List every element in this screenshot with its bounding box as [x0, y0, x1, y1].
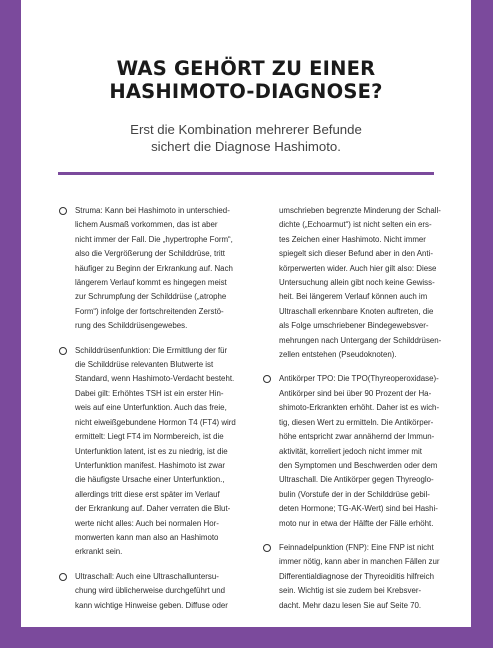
text-line: zur Schrumpfung der Schilddrüse („atrophe: [75, 292, 227, 302]
list-item: [59, 570, 247, 613]
text-line: heit. Bei längerem Verlauf können auch im: [279, 292, 428, 302]
text-line: als Folge umschriebener Bindegewebsver-: [279, 321, 429, 331]
text-line: den Symptomen und Beschwerden oder dem: [279, 460, 438, 470]
text-line: höhe entspricht zwar annähernd der Immun-: [279, 432, 435, 442]
text-line: häufiger zu Beginn der Erkrankung auf. Nach: [75, 263, 233, 273]
bullet-circle-icon: [59, 573, 67, 581]
text-line: tig, diesen Wert zu ermitteln. Die Antikörper-: [279, 417, 434, 427]
text-line: werte nicht alles: Auch bei normalen Hor-: [75, 518, 219, 528]
text-line: weis auf eine Unterfunktion. Auch das freie,: [75, 403, 227, 413]
bullet-circle-icon: [59, 207, 67, 215]
text-line: Schilddrüsenfunktion: Die Ermittlung der für: [75, 345, 228, 355]
list-item: [263, 541, 451, 613]
page-title: [21, 57, 471, 103]
document-page: [21, 0, 471, 627]
text-line: tes Zeichen einer Hashimoto. Nicht immer: [279, 234, 426, 244]
text-line: Standard, wenn Hashimoto-Verdacht besteht.: [75, 374, 235, 384]
text-line: Ultraschall. Die Antikörper gegen Thyreoglo-: [279, 475, 434, 485]
text-line: shimoto-Erkrankten erhöht. Daher ist es wich-: [279, 403, 440, 413]
text-line: chung wird üblicherweise durchgeführt und: [75, 586, 226, 596]
divider-rule: [58, 172, 434, 175]
text-line: rung des Schilddrüsengewebes.: [75, 321, 188, 331]
left-column: [59, 204, 247, 623]
text-line: Differentialdiagnose der Thyreoiditis hilfreich: [279, 571, 434, 581]
text-line: mehrungen nach Untergang der Schilddrüsen-: [279, 335, 442, 345]
title-line-1: WAS GEHÖRT ZU EINER: [116, 57, 376, 80]
right-column: [263, 204, 451, 623]
text-line: monwerten kann man also an Hashimoto: [75, 532, 219, 542]
bullet-circle-icon: [263, 375, 271, 383]
text-line: lichem Ausmaß vorkommen, das ist aber: [75, 220, 218, 230]
subtitle-line-2: sichert die Diagnose Hashimoto.: [151, 139, 341, 154]
text-line: umschrieben begrenzte Minderung der Schall-: [279, 206, 441, 215]
subtitle-line-1: Erst die Kombination mehrerer Befunde: [130, 122, 362, 137]
text-line: also die Vergrößerung der Schilddrüse, tritt: [75, 249, 225, 259]
text-line: Antikörper TPO: Die TPO(Thyreoperoxidase)-: [279, 374, 439, 384]
text-line: längerem Verlauf kommt es hingegen meist: [75, 278, 227, 288]
text-line: Ultraschall: Auch eine Ultraschalluntersu-: [75, 571, 219, 581]
text-line: Feinnadelpunktion (FNP): Eine FNP ist nicht: [279, 542, 434, 552]
text-line: ermittelt: Liegt FT4 im Normbereich, ist die: [75, 432, 224, 442]
text-line: Struma: Kann bei Hashimoto in unterschied-: [75, 206, 230, 215]
text-line: immer nötig, kann aber in manchen Fällen zur: [279, 557, 440, 567]
text-line: dacht. Mehr dazu lesen Sie auf Seite 70.: [279, 600, 422, 610]
text-line: nicht immer der Fall. Die „hypertrophe Form“,: [75, 234, 233, 244]
text-line: nicht eiweißgebundene Hormon T4 (FT4) wird: [75, 417, 236, 427]
text-line: Dabei gilt: Erhöhtes TSH ist ein erster Hin-: [75, 388, 224, 398]
text-line: Unterfunktion latent, ist es zu niedrig, ist die: [75, 446, 228, 456]
page-subtitle: [21, 121, 471, 155]
text-line: spiegelt sich dieser Befund aber in den Anti-: [279, 249, 433, 259]
text-line: zellen entstehen (Pseudoknoten).: [279, 350, 397, 360]
text-line: bulin (Vorstufe der in der Schilddrüse gebil-: [279, 489, 430, 499]
list-item: [263, 372, 451, 530]
text-line: Unterfunktion manifest. Hashimoto ist zwar: [75, 460, 225, 470]
bullet-circle-icon: [263, 544, 271, 552]
list-item: [59, 344, 247, 560]
text-line: körperwerten wider. Auch hier gilt also: Diese: [279, 263, 437, 273]
text-line: dichte („Echoarmut“) ist nicht selten ein ers-: [279, 220, 432, 230]
list-item: [59, 204, 247, 334]
text-line: Antikörper sind bei über 90 Prozent der Ha-: [279, 388, 432, 398]
text-line: deten Hormone; TG-AK-Wert) sind bei Hashi-: [279, 504, 438, 514]
text-line: der Erkrankung auf. Daher verraten die Blut-: [75, 504, 231, 514]
text-line: erkrankt sein.: [75, 547, 123, 557]
list-item-continuation: [263, 204, 451, 362]
text-line: sein. Wichtig ist sie zudem bei Krebsver-: [279, 586, 422, 596]
text-line: aktivität, korreliert jedoch nicht immer mit: [279, 446, 422, 456]
text-line: moto nur in etwa der Hälfte der Fälle erhöht.: [279, 518, 434, 528]
text-line: die häufigste Ursache einer Unterfunktion.,: [75, 475, 225, 485]
text-line: die Schilddrüse relevanten Blutwerte ist: [75, 360, 214, 370]
text-line: allerdings tritt diese erst später im Verlauf: [75, 489, 220, 499]
text-line: Form“) infolge der fortschreitenden Zerstö-: [75, 306, 224, 316]
title-line-2: HASHIMOTO-DIAGNOSE?: [109, 80, 383, 103]
text-line: Ultraschall erkennbare Knoten auftreten, die: [279, 306, 434, 316]
text-line: Untersuchung allein gibt noch keine Gewiss-: [279, 278, 435, 288]
text-line: kann wichtige Hinweise geben. Diffuse oder: [75, 600, 228, 610]
bullet-circle-icon: [59, 347, 67, 355]
